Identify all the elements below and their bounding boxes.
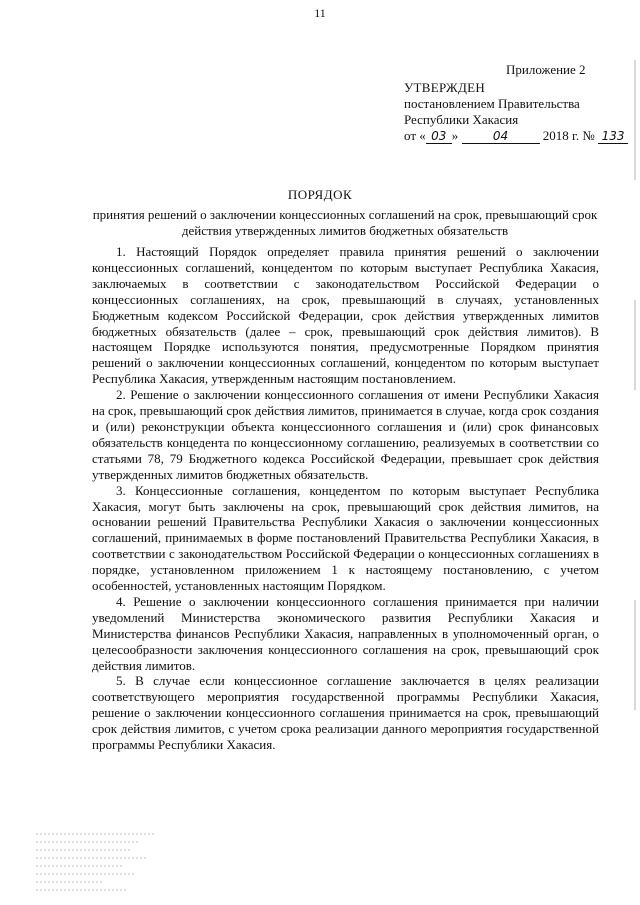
date-month-handwritten: 04 [462, 129, 540, 144]
scan-edge-mark [634, 300, 636, 390]
document-body [92, 244, 599, 753]
decree-number-handwritten: 133 [598, 129, 628, 144]
approved-authority-line: Республики Хакасия [404, 112, 519, 127]
scan-stamp-artifact [34, 830, 164, 896]
scan-edge-mark [634, 600, 636, 710]
paragraph-4: 4. Решение о заключении концессионного соглашения принимается при наличии уведомлений Министерства экономического развития Республики Хакасия и Министерства финансов Республики Хакасия, направленных в уполномоченный орган, о целесообразности заключения концессионного соглашения на срок, превышающий срок действия лимитов. [92, 593, 599, 673]
approved-heading: УТВЕРЖДЕН [404, 80, 486, 95]
document-title: ПОРЯДОК [287, 187, 353, 202]
paragraph-1: 1. Настоящий Порядок определяет правила принятия решений о заключении концессионных соглашений, концедентом по которым выступает Республика Хакасия, заключаемых в соответствии с законодательством Российской Федерации о концессионных соглашениях, на срок, превышающий в случаях, установленных Бюджетным кодексом Российской Федерации, срок действия утвержденных лимитов бюджетных обязательств (далее – срок, превышающий срок действия лимитов). В настоящем Порядке используются понятия, предусмотренные Порядком принятия решений о заключении концессионных соглашений, концедентом по которым выступает Республика Хакасия, утвержденным настоящим постановлением. [92, 244, 599, 387]
date-year: 2018 г. № [542, 128, 595, 143]
page-number: 11 [314, 6, 326, 20]
date-prefix: от « [404, 128, 426, 143]
approved-by-line: постановлением Правительства [404, 96, 580, 111]
date-day-handwritten: 03 [426, 129, 452, 144]
approval-date-line [404, 128, 628, 144]
date-mid: » [451, 128, 459, 143]
paragraph-3: 3. Концессионные соглашения, концедентом по которым выступает Республика Хакасия, могут быть заключены на срок, превышающий срок действия лимитов, на основании решений Правительства Республики Хакасия о заключении концессионных соглашений, принимаемых в форме постановлений Правительства Республики Хакасия, в соответствии с законодательством Российской Федерации о концессионных соглашениях в порядке, установленном приложением 1 к настоящему постановлению, с учетом особенностей, установленных настоящим Порядком. [92, 482, 599, 594]
approval-block [404, 80, 628, 144]
scan-edge-mark [634, 60, 636, 180]
paragraph-5: 5. В случае если концессионное соглашение заключается в целях реализации соответствующего мероприятия государственной программы Республики Хакасия, решение о заключении концессионного соглашения принимается на срок, превышающий срок действия лимитов, с учетом срока реализации данного мероприятия государственной программы Республики Хакасия. [92, 673, 599, 753]
paragraph-2: 2. Решение о заключении концессионного соглашения от имени Республики Хакасия на срок, превышающий срок действия лимитов, принимается в случае, когда срок создания и (или) реконструкции объекта концессионного соглашения и (или) срок финансовых обязательств концедента по концессионному соглашению, реализуемых в соответствии со статьями 78, 79 Бюджетного кодекса Российской Федерации, превышает срок действия утвержденных лимитов бюджетных обязательств. [92, 387, 599, 482]
appendix-label: Приложение 2 [506, 62, 586, 77]
document-subtitle: принятия решений о заключении концессионных соглашений на срок, превышающий срок действия утвержденных лимитов бюджетных обязательств [92, 207, 598, 238]
